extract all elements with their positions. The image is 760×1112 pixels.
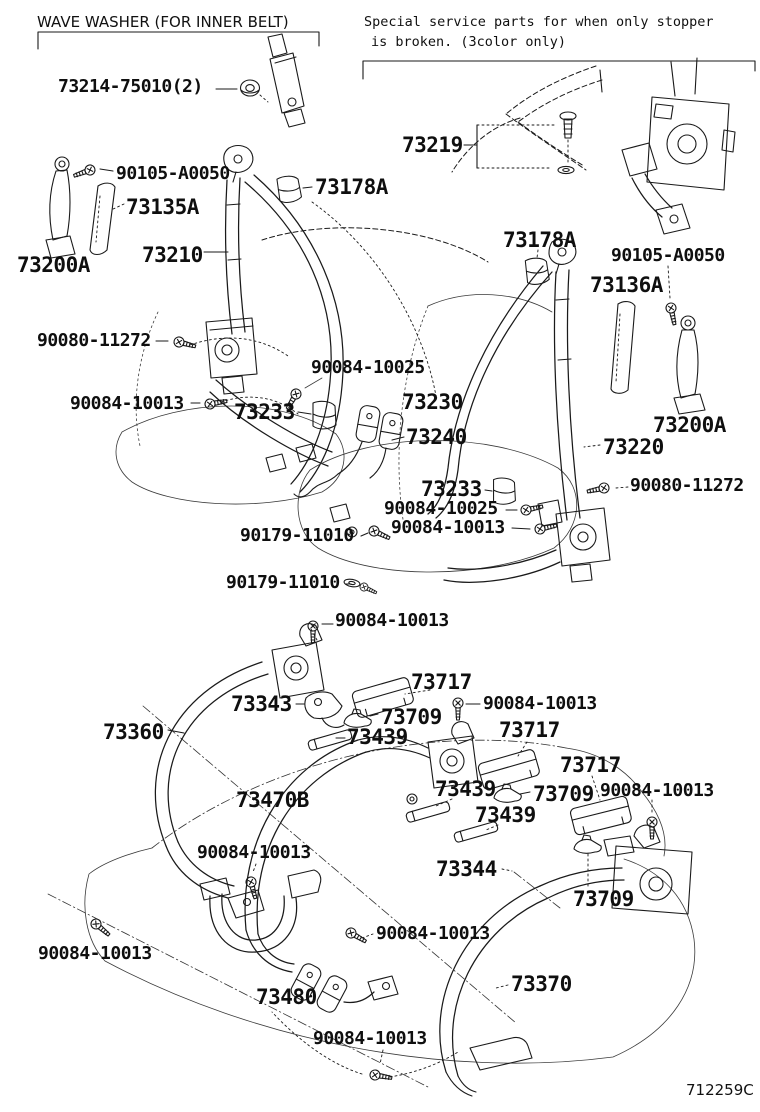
rear-bench-assembly xyxy=(48,621,695,1096)
bolt-icon xyxy=(453,698,463,720)
part-label-90105-A0050-2: 90105-A0050 xyxy=(611,245,725,266)
wave-washer-note: WAVE WASHER (FOR INNER BELT) xyxy=(37,13,289,31)
diagram-code: 712259C xyxy=(686,1081,754,1099)
part-label-73200A-1: 73200A xyxy=(17,253,90,277)
part-label-73135A: 73135A xyxy=(126,195,199,219)
part-label-73709-2: 73709 xyxy=(533,782,594,806)
bolt-icon xyxy=(72,164,96,181)
part-label-90084-10013-5: 90084-10013 xyxy=(600,780,714,801)
part-label-73219: 73219 xyxy=(402,133,463,157)
washer-icon xyxy=(558,166,574,173)
special-service-note-1: Special service parts for when only stopper xyxy=(364,14,714,30)
retractor-icon xyxy=(556,508,610,582)
part-label-90179-11010-1: 90179-11010 xyxy=(240,525,354,546)
front-seat-left-assembly xyxy=(46,146,436,504)
part-label-73214-75010: 73214-75010(2) xyxy=(58,76,203,97)
part-label-73709-1: 73709 xyxy=(381,705,442,729)
part-label-73370: 73370 xyxy=(511,972,572,996)
bolt-icon xyxy=(89,917,112,939)
part-label-90084-10013-2: 90084-10013 xyxy=(391,517,505,538)
bolt-icon xyxy=(534,521,558,535)
belt-tongue-icon xyxy=(622,143,690,234)
grommet-icon xyxy=(407,794,417,804)
part-label-73178A-2: 73178A xyxy=(503,228,576,252)
part-label-90084-10013-8: 90084-10013 xyxy=(376,923,490,944)
washer-icon xyxy=(343,578,360,588)
bolt-icon xyxy=(173,336,197,351)
part-label-73439-3: 73439 xyxy=(475,803,536,827)
part-label-73343: 73343 xyxy=(231,692,292,716)
part-label-73233-2: 73233 xyxy=(421,477,482,501)
part-label-73717-3: 73717 xyxy=(560,753,621,777)
part-label-73230: 73230 xyxy=(402,390,463,414)
part-label-73200A-2: 73200A xyxy=(653,413,726,437)
part-label-90084-10013-9: 90084-10013 xyxy=(313,1028,427,1049)
anchor-bracket-icon xyxy=(305,692,344,727)
part-label-73220: 73220 xyxy=(603,435,664,459)
part-label-73178A-1: 73178A xyxy=(315,175,388,199)
bolt-icon xyxy=(344,926,368,946)
part-label-90084-10013-6: 90084-10013 xyxy=(197,842,311,863)
special-service-note-2: is broken. (3color only) xyxy=(371,34,567,50)
belt-pad-icon xyxy=(611,302,635,394)
part-label-73233-1: 73233 xyxy=(234,400,295,424)
part-label-73136A: 73136A xyxy=(590,273,663,297)
part-label-73210: 73210 xyxy=(142,243,203,267)
bolt-icon xyxy=(665,302,679,326)
bolt-icon xyxy=(369,1069,392,1083)
buckle-icon xyxy=(355,405,381,444)
part-label-90080-11272-1: 90080-11272 xyxy=(37,330,151,351)
part-label-90080-11272-2: 90080-11272 xyxy=(630,475,744,496)
part-label-90084-10013-4: 90084-10013 xyxy=(483,693,597,714)
part-label-90179-11010-2: 90179-11010 xyxy=(226,572,340,593)
belt-cover-icon xyxy=(277,175,302,204)
part-label-73360: 73360 xyxy=(103,720,164,744)
part-label-73344: 73344 xyxy=(436,857,497,881)
bolt-icon xyxy=(367,524,391,542)
part-label-73709-3: 73709 xyxy=(573,887,634,911)
part-label-73439-2: 73439 xyxy=(435,777,496,801)
part-label-90084-10025-2: 90084-10025 xyxy=(384,498,498,519)
belt-pad-icon xyxy=(90,183,115,254)
part-label-90084-10013-1: 90084-10013 xyxy=(70,393,184,414)
belt-cover-icon xyxy=(525,257,549,285)
bolt-icon xyxy=(586,482,610,496)
part-label-90105-A0050-1: 90105-A0050 xyxy=(116,163,230,184)
buckle-icon xyxy=(315,973,350,1014)
part-label-73470B: 73470B xyxy=(236,788,309,812)
bolt-icon xyxy=(647,817,657,839)
part-label-73717-1: 73717 xyxy=(411,670,472,694)
inner-belt-buckle-icon xyxy=(268,34,305,127)
clip-icon xyxy=(574,835,601,853)
part-label-73480: 73480 xyxy=(256,985,317,1009)
retractor-icon xyxy=(272,624,324,698)
part-label-90084-10013-7: 90084-10013 xyxy=(38,943,152,964)
adjuster-anchor-icon xyxy=(674,316,705,414)
part-label-73240: 73240 xyxy=(406,425,467,449)
part-label-90084-10013-3: 90084-10013 xyxy=(335,610,449,631)
wave-washer-icon xyxy=(241,80,260,96)
bolt-icon xyxy=(560,112,576,162)
retractor-icon xyxy=(647,97,735,190)
part-label-73717-2: 73717 xyxy=(499,718,560,742)
spacer-strip-icon xyxy=(307,729,352,751)
adjuster-anchor-icon xyxy=(46,157,75,258)
part-label-90084-10025-1: 90084-10025 xyxy=(311,357,425,378)
bolt-icon xyxy=(359,582,378,597)
part-label-73439-1: 73439 xyxy=(347,725,408,749)
